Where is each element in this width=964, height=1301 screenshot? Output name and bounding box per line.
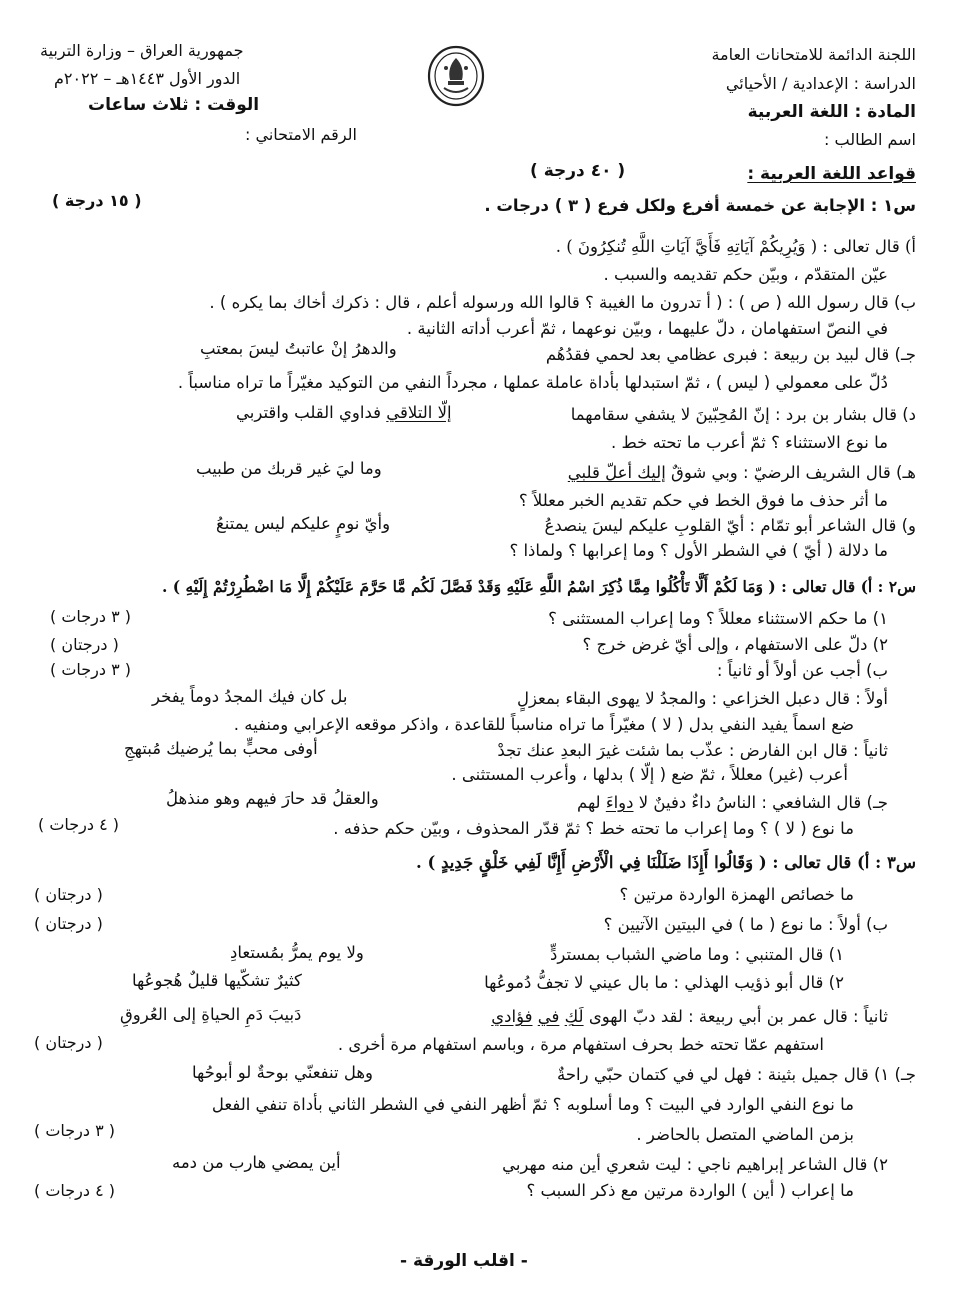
q3-b1-hemistich-2: ولا يوم يمرُّ بمُستعادِ <box>230 943 364 962</box>
q1-c-hemistich-1: جـ) قال لبيد بن ربيعة : فبرى عظامي بعد لحمي فقدُهُم <box>545 345 916 364</box>
q1-f-hemistich-2: وأيّ نومٍ عليكم ليس يمتنعُ <box>216 514 391 533</box>
q2-a1-question: ١) ما حكم الاستثناء معللاً ؟ وما إعراب المستثنى ؟ <box>548 609 888 628</box>
q2-b2-hemistich-1: ثانياً : قال ابن الفارض : عذّب بما شئت غيرَ البعدِ عنك تجدْ <box>497 741 888 760</box>
q3-b3-marks: ( درجتان ) <box>34 1033 103 1052</box>
q2-a1-marks: ( ٣ درجات ) <box>50 607 132 626</box>
q1-e-hemistich-2: وما ليَ غير قربك من طبيب <box>196 459 382 478</box>
q1-b-question: في النصّ استفهامان ، دلّ عليهما ، وبيّن نوعهما ، ثمّ أعرب أداته الثانية . <box>406 319 888 338</box>
q1-f-question: ما دلالة ( أيّ ) في الشطر الأول ؟ وما إعرابها ؟ ولماذا ؟ <box>509 541 888 560</box>
q1-e-question: ما أثر حذف ما فوق الخط في حكم تقديم الخبر معللاً ؟ <box>518 491 888 510</box>
q3-c1-hemistich-1: جـ) ١) قال جميل بثينة : فهل لي في كتمان حبّي راحةٌ <box>557 1065 916 1084</box>
q3-b-heading: ب) أولاً : ما نوع ( ما ) في البيتين الآتيين ؟ <box>603 915 888 934</box>
q3-b-marks: ( درجتان ) <box>34 914 103 933</box>
q1-c-question: دُلّ على معمولي ( ليس ) ، ثمّ استبدلها بأداة عاملة عملها ، مجرداً النفي من التوكيد مغيّراً ما تراه مناسباً . <box>177 373 888 392</box>
section-marks: ( ٤٠ درجة ) <box>530 161 626 181</box>
section-title: قواعد اللغة العربية : <box>747 164 916 184</box>
q3-b3-hemistich-1: ثانياً : قال عمر بن أبي ربيعة : لقد دبّ الهوى لَكِ في فؤادي <box>491 1007 888 1026</box>
subject: المادة : اللغة العربية <box>747 102 916 122</box>
q3-c1-question-1: ما نوع النفي الوارد في البيت ؟ وما أسلوبه ؟ ثمّ أظهر النفي في الشطر الثاني بأداة تنفي الفعل <box>211 1095 854 1114</box>
q2-b1-question: ضع اسماً يفيد النفي بدل ( لا ) مغيّراً ما تراه مناسباً للقاعدة ، واذكر موقعه الإعرابي ومنفيه . <box>233 715 854 734</box>
ministry-emblem-icon <box>426 44 486 108</box>
q3-c1-hemistich-2: وهل تنفعنّي بوحةٌ لو أبوحُها <box>192 1063 374 1082</box>
q2-b1-hemistich-2: بل كان فيك المجدُ دوماً يفخر <box>152 687 348 706</box>
q2-c-hemistich-1: جـ) قال الشافعي : الناسُ داءٌ دفينٌ لا دواءَ لهم <box>576 793 888 812</box>
q2-c-marks: ( ٤ درجات ) <box>38 815 120 834</box>
q3-a-marks: ( درجتان ) <box>34 885 103 904</box>
q1-d-question: ما نوع الاستثناء ؟ ثمّ أعرب ما تحته خط . <box>610 433 888 452</box>
q2-heading: س٢ : أ) قال تعالى : ( وَمَا لَكُمْ أَلَّا تَأْكُلُوا مِمَّا ذُكِرَ اسْمُ اللَّهِ عَلَيْهِ وَقَدْ فَصَّلَ لَكُم مَّا حَرَّمَ عَلَيْكُمْ إِلَّا مَا اضْطُرِرْتُمْ إِلَيْهِ ) . <box>162 577 916 596</box>
q2-b-heading: ب) أجب عن أولاً أو ثانياً : <box>716 661 888 680</box>
q3-b3-hemistich-2: دَبيبَ دَمِ الحياةِ إلى العُروقِ <box>120 1005 302 1024</box>
country-ministry: جمهورية العراق – وزارة التربية <box>40 41 244 60</box>
q2-c-question: ما نوع ( لا ) ؟ وما إعراب ما تحته خط ؟ ثمّ قدّر المحذوف ، وبيّن حكم حذفه . <box>333 819 854 838</box>
turn-page-note: - اقلب الورقة - <box>400 1251 528 1271</box>
exam-number-label: الرقم الامتحاني : <box>245 125 357 144</box>
exam-round: الدور الأول ١٤٤٣هـ – ٢٠٢٢م <box>54 69 241 88</box>
q3-b2-hemistich-1: ٢) قال أبو ذؤيب الهذلي : ما بال عيني لا تجفُّ دُموعُها <box>484 973 844 992</box>
q2-a2-marks: ( درجتان ) <box>50 635 119 654</box>
q2-b-marks: ( ٣ درجات ) <box>50 660 132 679</box>
q1-marks: ( ١٥ درجة ) <box>52 191 142 210</box>
q3-c1-question-2: بزمن الماضي المتصل بالحاضر . <box>636 1125 854 1144</box>
q3-a-question: ما خصائص الهمزة الواردة مرتين ؟ <box>619 885 854 904</box>
q1-f-hemistich-1: و) قال الشاعر أبو تمّام : أيّ القلوبِ عليكم ليسَ ينصدعُ <box>544 516 916 535</box>
committee-name: اللجنة الدائمة للامتحانات العامة <box>711 45 916 64</box>
q1-d-hemistich-1: د) قال بشار بن برد : إنّ المُحِبّينَ لا يشفي سقامهما <box>570 405 916 424</box>
q3-b3-question: استفهم عمّا تحته خط بحرف استفهام مرة ، وباسم استفهام مرة أخرى . <box>337 1035 824 1054</box>
q3-c1-marks: ( ٣ درجات ) <box>34 1121 116 1140</box>
q3-c2-question: ما إعراب ( أين ) الواردة مرتين مع ذكر السبب ؟ <box>526 1181 854 1200</box>
q3-heading: س٣ : أ) قال تعالى : ( وَقَالُوا أَإِذَا ضَلَلْنَا فِي الْأَرْضِ أَإِنَّا لَفِي خَلْقٍ جَدِيدٍ ) . <box>416 853 916 872</box>
q3-c2-hemistich-2: أين يمضي هارب من دمه <box>172 1153 341 1172</box>
q3-c2-hemistich-1: ٢) قال الشاعر إبراهيم ناجي : ليت شعري أين منه مهربي <box>502 1155 888 1174</box>
q1-e-hemistich-1: هـ) قال الشريف الرضيّ : وبي شوقٌ إليك أعلّ قلبي <box>567 463 916 482</box>
student-name-label: اسم الطالب : <box>824 130 916 149</box>
q1-d-hemistich-2: إلّا التلاقي فداوي القلب واقتربي <box>236 403 452 422</box>
q2-a2-question: ٢) دلّ على الاستفهام ، وإلى أيّ غرض خرج ؟ <box>582 635 888 654</box>
q1-c-hemistich-2: والدهرُ إنْ عاتبتُ ليسَ بمعتبِ <box>200 339 397 358</box>
exam-time: الوقت : ثلاث ساعات <box>88 95 260 115</box>
q1-a-question: عيّن المتقدّم ، وبيّن حكم تقديمه والسبب . <box>603 265 888 284</box>
q2-b2-question: أعرب (غير) معللاً ، ثمّ ضع ( إلّا ) بدلها ، وأعرب المستثنى . <box>451 765 848 784</box>
q2-b2-hemistich-2: أوفى محبٍّ بما يُرضيك مُبتهجِ <box>124 739 318 758</box>
q3-c2-marks: ( ٤ درجات ) <box>34 1181 116 1200</box>
q1-heading: س١ : الإجابة عن خمسة أفرع ولكل فرع ( ٣ ) درجات . <box>484 196 916 215</box>
q1-a-verse: أ) قال تعالى : ( وَيُرِيكُمْ آيَاتِهِ فَأَيَّ آيَاتِ اللَّهِ تُنكِرُونَ ) . <box>555 237 916 256</box>
q2-c-hemistich-2: والعقلُ قد حارَ فيهم وهو منذهلُ <box>166 789 379 808</box>
study-type: الدراسة : الإعدادية / الأحيائي <box>725 74 916 93</box>
q2-b1-hemistich-1: أولاً : قال دعبل الخزاعي : والمجدُ لا يهوى البقاء بمعزلٍ <box>516 689 888 708</box>
q1-b-hadith: ب) قال رسول الله ( ص ) : ( أ تدرون ما الغيبة ؟ قالوا الله ورسوله أعلم ، قال : ذكرك أخاك بما يكره ) . <box>209 293 916 312</box>
q3-b2-hemistich-2: كثيرٌ تشكّيها قليلٌ هُجوعُها <box>132 971 302 990</box>
q3-b1-hemistich-1: ١) قال المتنبي : وما ماضي الشباب بمستردٍّ <box>550 945 844 964</box>
